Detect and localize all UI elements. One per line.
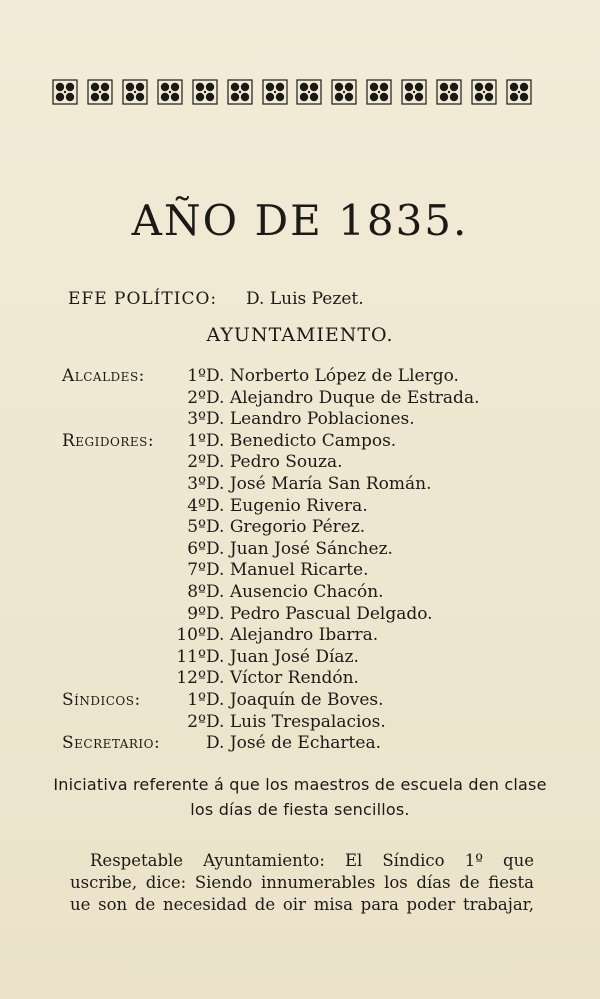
member-role: Regidores: [62,430,155,451]
member-name: D. Víctor Rendón. [206,668,359,689]
jefe-politico-row [68,287,588,311]
member-row [0,647,600,669]
member-name: D. Alejandro Ibarra. [206,625,379,646]
member-name: D. Ausencio Chacón. [206,581,384,602]
member-ordinal: 3º [187,409,206,430]
member-ordinal: 4º [187,495,206,516]
member-name: D. Juan José Sánchez. [206,538,393,559]
ayuntamiento-heading: AYUNTAMIENTO. [206,324,394,346]
member-ordinal: 1º [187,366,206,386]
ornament-band [52,78,532,106]
four-leaf-fleuron-icon [331,79,357,105]
member-row [0,733,600,755]
member-row [0,388,600,410]
four-leaf-fleuron-icon [52,79,78,105]
member-row [0,452,600,474]
member-ordinal: 10º [176,625,206,646]
four-leaf-fleuron-icon [227,79,253,105]
member-row [0,366,600,388]
initiative-line-1: Iniciativa referente á que los maestros de escuela den clase [53,775,547,794]
member-row [0,539,600,561]
four-leaf-fleuron-icon [471,79,497,105]
four-leaf-fleuron-icon [436,79,462,105]
member-role: Alcaldes: [62,366,145,386]
body-line-2: uscribe, dice: Siendo innumerables los días de fiesta [70,873,534,892]
member-name: D. Eugenio Rivera. [206,495,368,516]
four-leaf-fleuron-icon [262,79,288,105]
member-row [0,409,600,431]
member-name: D. Pedro Pascual Delgado. [206,603,433,624]
member-row [0,474,600,496]
member-ordinal: 9º [187,603,206,624]
four-leaf-fleuron-icon [401,79,427,105]
page-title: AÑO DE 1835. [131,196,469,245]
member-ordinal: 2º [187,387,206,408]
four-leaf-fleuron-icon [157,79,183,105]
member-name: D. Alejandro Duque de Estrada. [206,387,480,408]
member-ordinal: 3º [187,473,206,494]
member-row [0,690,600,712]
member-ordinal: 11º [176,646,206,667]
member-row [0,712,600,734]
member-row [0,560,600,582]
member-name: D. Benedicto Campos. [206,430,397,451]
member-ordinal: 2º [187,711,206,732]
four-leaf-fleuron-icon [366,79,392,105]
four-leaf-fleuron-icon [87,79,113,105]
four-leaf-fleuron-icon [506,79,532,105]
member-ordinal: 7º [187,560,206,581]
member-ordinal: 2º [187,452,206,473]
body-line-1: Respetable Ayuntamiento: El Síndico 1º que [90,851,534,870]
member-name: D. Leandro Poblaciones. [206,409,415,430]
initiative-line-2: los días de fiesta sencillos. [190,800,410,819]
body-paragraph [70,850,534,916]
member-list [0,366,600,755]
member-row [0,431,600,453]
member-ordinal: 12º [176,668,206,689]
member-ordinal: 1º [187,430,206,451]
member-name: D. Gregorio Pérez. [206,517,366,538]
member-ordinal: 8º [187,581,206,602]
member-name: D. José de Echartea. [206,733,381,754]
member-role: Secretario: [62,733,161,754]
member-ordinal: 5º [187,517,206,538]
member-ordinal: 6º [187,538,206,559]
member-row [0,496,600,518]
four-leaf-fleuron-icon [296,79,322,105]
member-name: D. Norberto López de Llergo. [206,366,459,386]
member-name: D. Pedro Souza. [206,452,343,473]
member-name: D. Luis Trespalacios. [206,711,386,732]
member-name: D. Juan José Díaz. [206,646,359,667]
member-row [0,625,600,647]
member-name: D. Manuel Ricarte. [206,560,369,581]
four-leaf-fleuron-icon [192,79,218,105]
member-ordinal: 1º [187,689,206,710]
initiative-heading [0,772,600,822]
member-name: D. Joaquín de Boves. [206,689,384,710]
member-row [0,604,600,626]
member-row [0,668,600,690]
member-role: Síndicos: [62,689,141,710]
member-row [0,517,600,539]
body-line-3: ue son de necesidad de oir misa para poder trabajar, [70,895,534,914]
member-name: D. José María San Román. [206,473,432,494]
member-row [0,582,600,604]
four-leaf-fleuron-icon [122,79,148,105]
jefe-politico-label: EFE POLÍTICO: [68,289,218,309]
jefe-politico-name: D. Luis Pezet. [246,289,364,309]
